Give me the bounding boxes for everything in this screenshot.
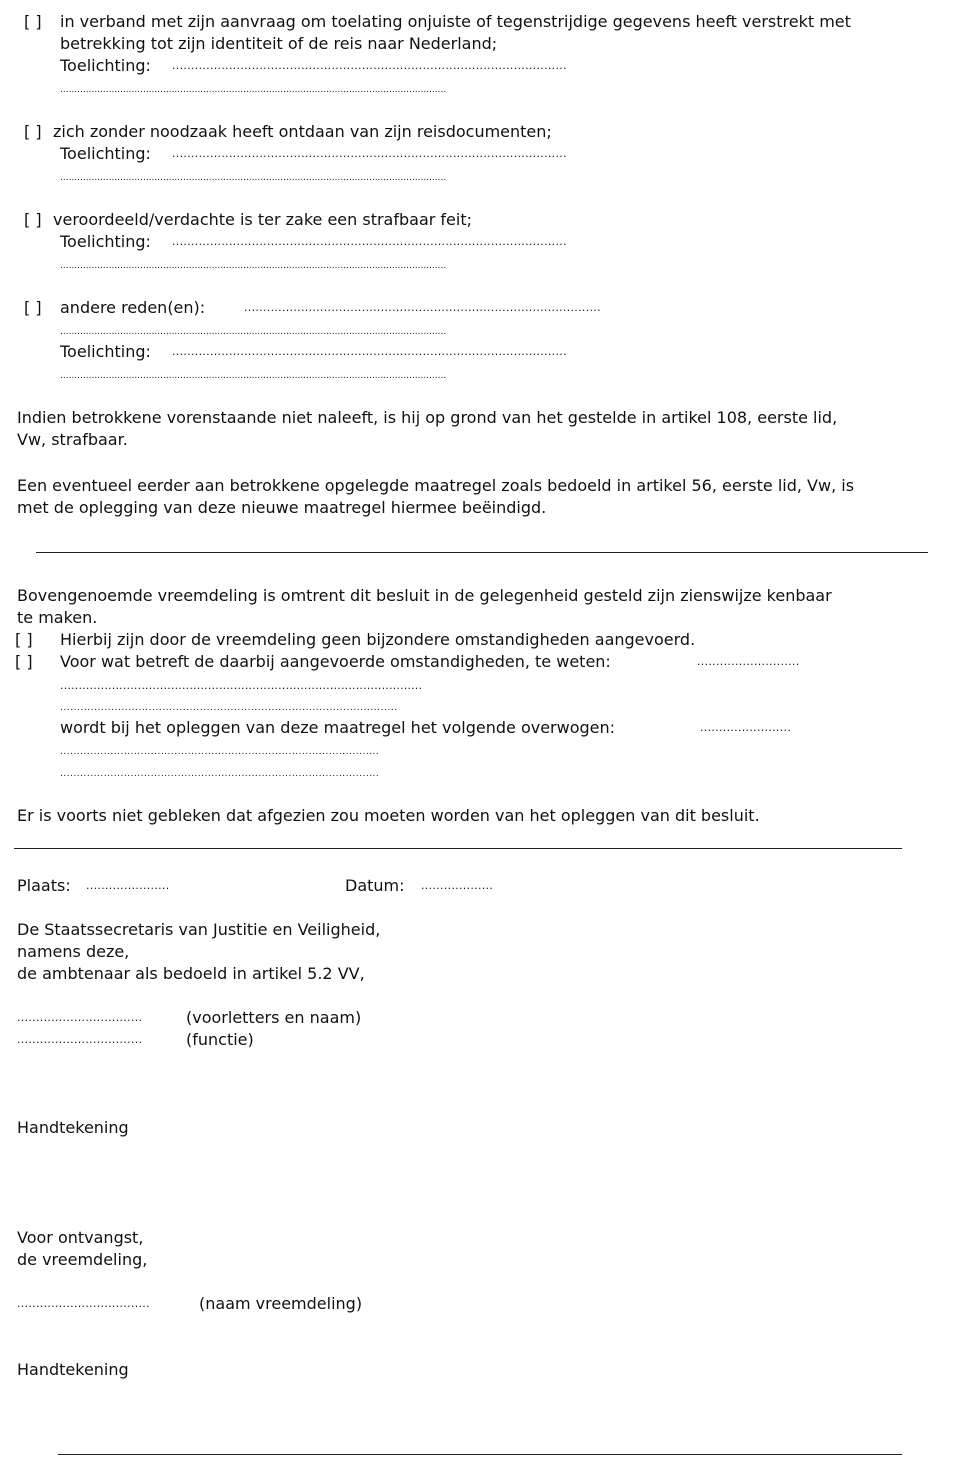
reason-2-toelichting-label: Toelichting: — [60, 144, 151, 163]
signatory-on-behalf: namens deze, — [17, 942, 130, 961]
reason-3-toelichting-field[interactable]: ........................................................................................................ — [172, 235, 567, 248]
signatory-title: De Staatssecretaris van Justitie en Veiligheid, — [17, 920, 381, 939]
reason-3-checkbox[interactable]: [ ] — [24, 210, 42, 229]
reason-1-text: in verband met zijn aanvraag om toelating onjuiste of tegenstrijdige gegevens heeft verstrekt met — [60, 12, 851, 31]
hearing-option-1-text: Hierbij zijn door de vreemdeling geen bijzondere omstandigheden aangevoerd. — [60, 630, 696, 649]
place-label: Plaats: — [17, 876, 71, 895]
reason-4-reason-field[interactable]: .............................................................................................. — [244, 301, 601, 314]
reason-3-toelichting-label: Toelichting: — [60, 232, 151, 251]
considered-field-line-c[interactable]: ............................................................................................... — [60, 747, 380, 757]
prior-measure-paragraph-cont: met de oplegging van deze nieuwe maatregel hiermee beëindigd. — [17, 498, 547, 517]
official-name-label: (voorletters en naam) — [186, 1008, 362, 1027]
alien-name-field[interactable]: ................................... — [17, 1297, 150, 1310]
reason-4-reason-field-cont[interactable]: ....................................................................................................................................... — [60, 327, 447, 337]
reason-3-text: veroordeeld/verdachte is ter zake een strafbaar feit; — [53, 210, 472, 229]
receipt-alien: de vreemdeling, — [17, 1250, 148, 1269]
reason-2-toelichting-field[interactable]: ........................................................................................................ — [172, 147, 567, 160]
reason-4-toelichting-field[interactable]: ........................................................................................................ — [172, 345, 567, 358]
receipt-title: Voor ontvangst, — [17, 1228, 144, 1247]
place-field[interactable]: ...................... — [86, 879, 170, 892]
reason-4-extra-field[interactable]: ....................................................................................................................................... — [60, 371, 447, 381]
official-signature-label: Handtekening — [17, 1118, 129, 1137]
considered-text: wordt bij het opleggen van deze maatregel het volgende overwogen: — [60, 718, 616, 737]
reason-1-text-cont: betrekking tot zijn identiteit of de reis naar Nederland; — [60, 34, 498, 53]
hearing-option-2-checkbox[interactable]: [ ] — [15, 652, 33, 671]
reason-4-checkbox[interactable]: [ ] — [24, 298, 42, 317]
official-function-field[interactable]: ................................. — [17, 1033, 143, 1046]
reason-4-text: andere reden(en): — [60, 298, 206, 317]
considered-field-line-d[interactable]: ............................................................................................... — [60, 769, 380, 779]
signatory-official: de ambtenaar als bedoeld in artikel 5.2 VV, — [17, 964, 365, 983]
reason-1-checkbox[interactable]: [ ] — [24, 12, 42, 31]
reason-3-extra-field[interactable]: ....................................................................................................................................... — [60, 261, 447, 271]
bottom-divider — [58, 1454, 902, 1455]
reason-2-text: zich zonder noodzaak heeft ontdaan van zijn reisdocumenten; — [53, 122, 552, 141]
prior-measure-paragraph: Een eventueel eerder aan betrokkene opgelegde maatregel zoals bedoeld in artikel 56, eerste lid, Vw, is — [17, 476, 855, 495]
alien-name-label: (naam vreemdeling) — [199, 1294, 363, 1313]
reason-1-toelichting-label: Toelichting: — [60, 56, 151, 75]
section-divider-2 — [14, 848, 902, 849]
hearing-paragraph-cont: te maken. — [17, 608, 98, 627]
reason-1-toelichting-field[interactable]: ........................................................................................................ — [172, 59, 567, 72]
reason-1-extra-field[interactable]: ....................................................................................................................................... — [60, 85, 447, 95]
official-name-field[interactable]: ................................. — [17, 1011, 143, 1024]
hearing-option-1-checkbox[interactable]: [ ] — [15, 630, 33, 649]
penalty-paragraph: Indien betrokkene vorenstaande niet naleeft, is hij op grond van het gestelde in artikel 108, eerste lid, — [17, 408, 838, 427]
alien-signature-label: Handtekening — [17, 1360, 129, 1379]
reason-4-toelichting-label: Toelichting: — [60, 342, 151, 361]
hearing-option-2-text: Voor wat betreft de daarbij aangevoerde omstandigheden, te weten: — [60, 652, 611, 671]
section-divider — [36, 552, 928, 553]
date-field[interactable]: ................... — [421, 879, 494, 892]
considered-field[interactable]: ........................ — [700, 721, 792, 734]
hearing-paragraph: Bovengenoemde vreemdeling is omtrent dit besluit in de gelegenheid gesteld zijn zienswijze kenbaar — [17, 586, 832, 605]
reason-2-extra-field[interactable]: ....................................................................................................................................... — [60, 173, 447, 183]
circumstances-field[interactable]: ........................... — [697, 655, 800, 668]
circumstances-field-line-a[interactable]: .................................................................................................. — [60, 679, 423, 692]
date-label: Datum: — [345, 876, 405, 895]
official-function-label: (functie) — [186, 1030, 254, 1049]
reason-2-checkbox[interactable]: [ ] — [24, 122, 42, 141]
circumstances-field-line-b[interactable]: ................................................................................................... — [60, 703, 398, 713]
conclusion-text: Er is voorts niet gebleken dat afgezien zou moeten worden van het opleggen van dit besluit. — [17, 806, 760, 825]
penalty-paragraph-cont: Vw, strafbaar. — [17, 430, 128, 449]
